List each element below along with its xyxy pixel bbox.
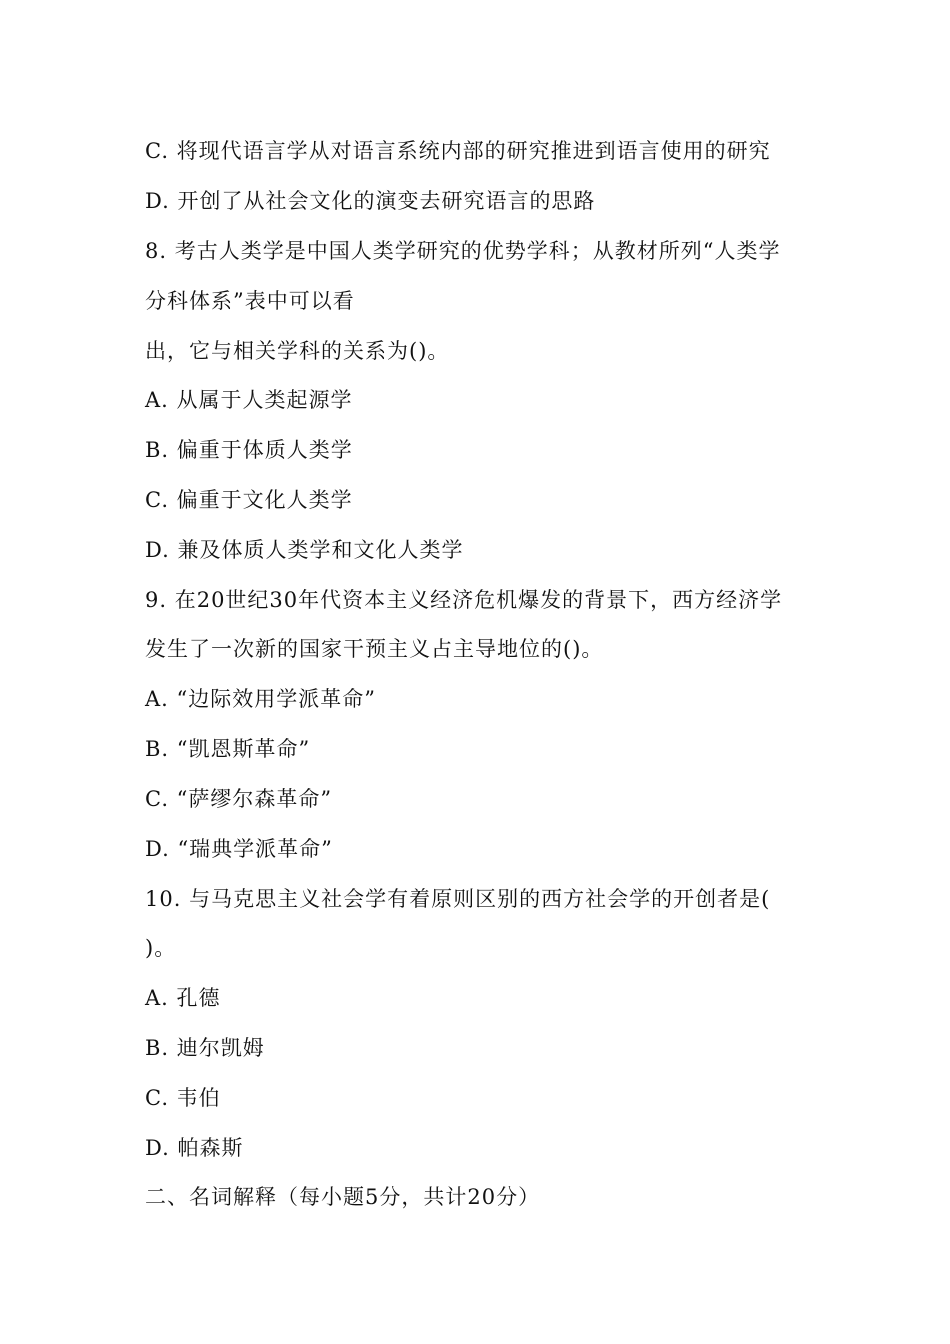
question-10-line-2: )。 — [145, 936, 177, 960]
question-9-line-2: 发生了一次新的国家干预主义占主导地位的()。 — [145, 637, 604, 661]
section-heading-term-explanation: 二、名词解释（每小题5分，共计20分） — [145, 1185, 541, 1209]
question-9-line-1: 9. 在20世纪30年代资本主义经济危机爆发的背景下，西方经济学 — [145, 588, 783, 612]
option-d-q8: D. 兼及体质人类学和文化人类学 — [145, 538, 464, 562]
option-d-q9: D. “瑞典学派革命” — [145, 837, 333, 861]
option-b-q10: B. 迪尔凯姆 — [145, 1036, 265, 1060]
option-a-q9: A. “边际效用学派革命” — [145, 687, 376, 711]
question-8-line-1: 8. 考古人类学是中国人类学研究的优势学科；从教材所列“人类学 — [145, 239, 781, 263]
option-c-q7: C. 将现代语言学从对语言系统内部的研究推进到语言使用的研究 — [145, 139, 771, 163]
option-b-q9: B. “凯恩斯革命” — [145, 737, 311, 761]
option-c-q9: C. “萨缪尔森革命” — [145, 787, 333, 811]
option-b-q8: B. 偏重于体质人类学 — [145, 438, 353, 462]
option-d-q7: D. 开创了从社会文化的演变去研究语言的思路 — [145, 189, 596, 213]
question-8-line-2: 分科体系”表中可以看 — [145, 289, 355, 313]
option-a-q8: A. 从属于人类起源学 — [145, 388, 353, 412]
option-c-q10: C. 韦伯 — [145, 1086, 221, 1110]
option-a-q10: A. 孔德 — [145, 986, 221, 1010]
option-c-q8: C. 偏重于文化人类学 — [145, 488, 353, 512]
option-d-q10: D. 帕森斯 — [145, 1136, 244, 1160]
question-8-line-3: 出，它与相关学科的关系为()。 — [145, 339, 450, 363]
question-10-line-1: 10. 与马克思主义社会学有着原则区别的西方社会学的开创者是( — [145, 887, 771, 911]
